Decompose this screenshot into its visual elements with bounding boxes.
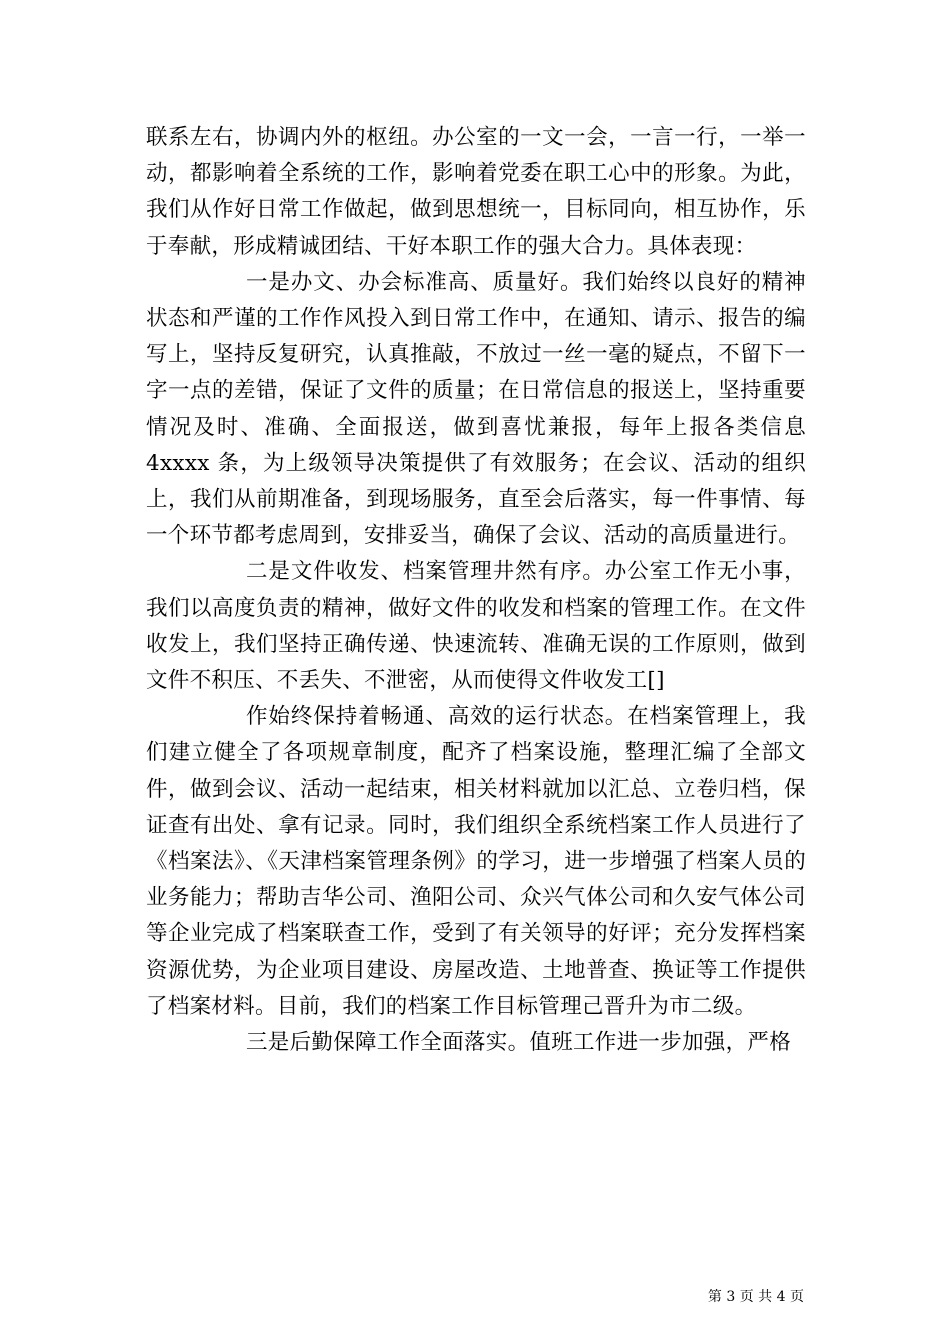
paragraph-logistics: 三是后勤保障工作全面落实。值班工作进一步加强，严格: [246, 1030, 792, 1056]
page-number-footer: 第 3 页 共 4 页: [707, 1289, 804, 1305]
paragraph-document-handling: 二是文件收发、档案管理井然有序。办公室工作无小事，我们以高度负责的精神，做好文件的收发和档案的管理工作。在文件收发上，我们坚持正确传递、快速流转、准确无误的工作原则，做到文件不积压、不丢失、不泄密，从而使得文件收发工[]: [146, 559, 806, 694]
paragraph-continuation: 联系左右，协调内外的枢纽。办公室的一文一会，一言一行，一举一动，都影响着全系统的工作，影响着党委在职工心中的形象。为此，我们从作好日常工作做起，做到思想统一，目标同向，相互协作，乐于奉献，形成精诚团结、干好本职工作的强大合力。具体表现：: [146, 125, 806, 259]
body-text: [146, 120, 806, 1061]
paragraph-archive-management: 作始终保持着畅通、高效的运行状态。在档案管理上，我们建立健全了各项规章制度，配齐了档案设施，整理汇编了全部文件，做到会议、活动一起结束，相关材料就加以汇总、立卷归档，保证查有出处、拿有记录。同时，我们组织全系统档案工作人员进行了《档案法》、《天津档案管理条例》的学习，进一步增强了档案人员的业务能力；帮助吉华公司、渔阳公司、众兴气体公司和久安气体公司等企业完成了档案联查工作，受到了有关领导的好评；充分发挥档案资源优势，为企业项目建设、房屋改造、土地普查、换证等工作提供了档案材料。目前，我们的档案工作目标管理己晋升为市二级。: [146, 704, 806, 1019]
paragraph-office-meetings: 一是办文、办会标准高、质量好。我们始终以良好的精神状态和严谨的工作作风投入到日常工作中，在通知、请示、报告的编写上，坚持反复研究，认真推敲，不放过一丝一毫的疑点，不留下一字一点的差错，保证了文件的质量；在日常信息的报送上，坚持重要情况及时、准确、全面报送，做到喜忧兼报，每年上报各类信息 4xxxx 条，为上级领导决策提供了有效服务；在会议、活动的组织上，我们从前期准备，到现场服务，直至会后落实，每一件事情、每一个环节都考虑周到，安排妥当，确保了会议、活动的高质量进行。: [146, 269, 806, 549]
